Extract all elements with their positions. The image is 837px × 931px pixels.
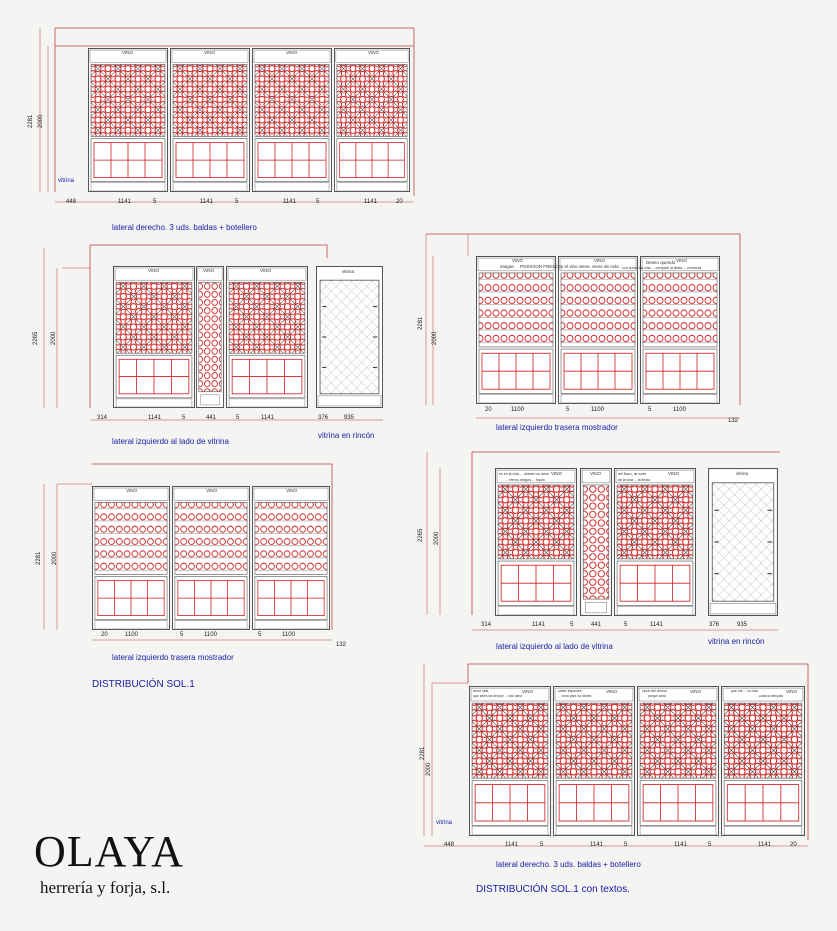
dim: 20 (485, 407, 492, 413)
cabinet-unit (334, 49, 409, 192)
vitrina-label: vitrina (342, 269, 355, 274)
dim: 1141 (283, 199, 296, 205)
dim: 1100 (673, 407, 686, 413)
dim: 1141 (148, 415, 161, 421)
vitrina-cabinet (317, 267, 383, 408)
dim: 5 (540, 842, 544, 848)
height-inner: 2000 (434, 531, 440, 545)
vino-label: VINO (286, 50, 298, 55)
panel-text: con hurtar las vida ... compartí la fiesta ... conversa (622, 266, 702, 270)
panel-text: ... pasa la tranquila (756, 694, 783, 698)
panel-text: POSICION FRESCA (520, 264, 562, 269)
vino-label: VINO (594, 258, 606, 263)
dim: 935 (737, 622, 748, 628)
height-inner: 2000 (52, 551, 58, 565)
cabinet-unit (253, 49, 332, 192)
caption: lateral izquierdo trasera mostrador (496, 423, 618, 432)
dim: 935 (344, 415, 355, 421)
panel-text: Deseo querido (646, 260, 676, 265)
brand-logo: OLAYA (34, 827, 185, 876)
cabinet-unit (172, 487, 249, 630)
dim: 1141 (532, 622, 545, 628)
dim: 1141 (590, 842, 603, 848)
height-outer: 2281 (418, 316, 424, 330)
cabinet-unit (89, 49, 168, 192)
vitrina-cabinet (709, 469, 778, 616)
dim: 376 (709, 622, 720, 628)
dim: 5 (624, 842, 628, 848)
vino-label: VINO (148, 268, 160, 273)
panel-text: quiz antes las del pan ... solo alma (473, 694, 522, 698)
dim: 1141 (261, 415, 274, 421)
cabinet-unit (114, 267, 195, 408)
cabinet-unit (252, 487, 329, 630)
dim: 1141 (674, 842, 687, 848)
panel-text: de la vida ... la fiesta (618, 478, 650, 482)
cabinet-unit (615, 469, 696, 616)
dim: 448 (66, 199, 77, 205)
cabinet-unit (92, 487, 169, 630)
panel-text: que me ... la vida (731, 689, 758, 693)
dim: 376 (318, 415, 329, 421)
dim: 314 (481, 622, 492, 628)
bottle-column (581, 469, 612, 616)
caption: lateral derecho. 3 uds. baldas + botellero (496, 860, 641, 869)
height-inner: 2000 (432, 331, 438, 345)
panel-text: saber especies (558, 689, 582, 693)
dim: 1100 (204, 632, 217, 638)
dim: 5 (316, 199, 320, 205)
vino-label: VINO (590, 471, 602, 476)
heading-sol1: DISTRIBUCIÓN SOL.1 (92, 679, 195, 690)
height-outer: 2281 (28, 114, 34, 128)
vino-label: VINO (126, 488, 138, 493)
vitrina-label: vitrina (736, 471, 749, 476)
vino-label: VINO (203, 268, 215, 273)
dim: 5 (182, 415, 186, 421)
dim: 1141 (650, 622, 663, 628)
vino-label: VINO (786, 689, 798, 694)
vino-label: VINO (512, 258, 524, 263)
dim: 1100 (125, 632, 138, 638)
dim: 5 (570, 622, 574, 628)
vino-label: VINO (122, 50, 134, 55)
cabinet-unit (227, 267, 308, 408)
dim: 5 (258, 632, 262, 638)
panel-text: amor vida (473, 689, 489, 693)
dim: 5 (648, 407, 652, 413)
height-outer: 2265 (418, 528, 424, 542)
cabinet-unit (641, 257, 720, 404)
caption: lateral derecho. 3 uds. baldas + botellero (112, 223, 257, 232)
drawing-3 (426, 234, 740, 418)
panel-text: vinos del vinoso (642, 689, 667, 693)
vino-label: VINO (206, 488, 218, 493)
dim: 441 (591, 622, 602, 628)
caption: lateral izquierdo al lado de vitrina (496, 642, 613, 651)
cabinet-unit (559, 257, 638, 404)
dim: 1100 (591, 407, 604, 413)
vino-label: VINO (690, 689, 702, 694)
dim: 132 (728, 418, 739, 424)
bottle-column (196, 267, 223, 408)
heading-sol1-textos: DISTRIBUCIÓN SOL.1 con textos. (476, 884, 630, 895)
dim: 1141 (758, 842, 771, 848)
vino-label: VINO (606, 689, 618, 694)
panel-text: en en la vida ... ofrecen un amor (499, 472, 550, 476)
dim: 20 (396, 199, 403, 205)
cabinet-unit (171, 49, 250, 192)
cabinet-unit (496, 469, 577, 616)
side-label: vitrina (436, 820, 453, 826)
dim: 1100 (511, 407, 524, 413)
dim: 132 (336, 642, 347, 648)
dim: 5 (180, 632, 184, 638)
dim: 1141 (364, 199, 377, 205)
vino-label: VINO (368, 50, 380, 55)
panel-text: porque cada (648, 694, 666, 698)
height-inner: 2000 (51, 331, 57, 345)
caption: lateral izquierdo trasera mostrador (112, 653, 234, 662)
panel-text: y el vino viene, viene de más (561, 264, 619, 269)
dim: 20 (790, 842, 797, 848)
panel-text: del Baco, de corte (618, 472, 647, 476)
panel-text: ... vinos para los dioses (558, 694, 592, 698)
cabinet-unit (554, 687, 635, 836)
caption-right: vitrina en rincón (318, 431, 375, 440)
dim: 1141 (200, 199, 213, 205)
dim: 5 (235, 199, 239, 205)
dim: 5 (566, 407, 570, 413)
height-inner: 2000 (38, 114, 44, 128)
side-label: vitrina (58, 178, 75, 184)
dim: 1141 (505, 842, 518, 848)
panel-text: ... eterno amigos ... fiqura (505, 478, 545, 482)
wall-outline (55, 28, 414, 46)
height-inner: 2000 (426, 762, 432, 776)
cabinet-unit (470, 687, 551, 836)
dim: 448 (444, 842, 455, 848)
cabinet-unit (638, 687, 719, 836)
vino-label: VINO (668, 471, 680, 476)
panel-text: sangre (500, 264, 514, 269)
vino-label: VINO (286, 488, 298, 493)
dim: 1141 (118, 199, 131, 205)
dim: 5 (708, 842, 712, 848)
dim: 1100 (282, 632, 295, 638)
height-outer: 2265 (33, 331, 39, 345)
vino-label: VINO (676, 258, 688, 263)
dim: 441 (206, 415, 217, 421)
caption-right: vitrina en rincón (708, 637, 765, 646)
vino-label: VINO (522, 689, 534, 694)
vino-label: VINO (204, 50, 216, 55)
dim: 5 (624, 622, 628, 628)
dim: 20 (101, 632, 108, 638)
height-outer: 2281 (420, 746, 426, 760)
height-outer: 2281 (36, 551, 42, 565)
brand-tagline: herrería y forja, s.l. (40, 878, 171, 897)
drawing-1 (40, 28, 414, 202)
cabinet-unit (722, 687, 805, 836)
cabinet-unit (477, 257, 556, 404)
dim: 5 (153, 199, 157, 205)
dim: 314 (97, 415, 108, 421)
dim: 5 (236, 415, 240, 421)
vino-label: VINO (260, 268, 272, 273)
caption: lateral izquierdo al lado de vitrina (112, 437, 229, 446)
vino-label: VINO (551, 471, 563, 476)
drawing-5 (427, 452, 780, 630)
